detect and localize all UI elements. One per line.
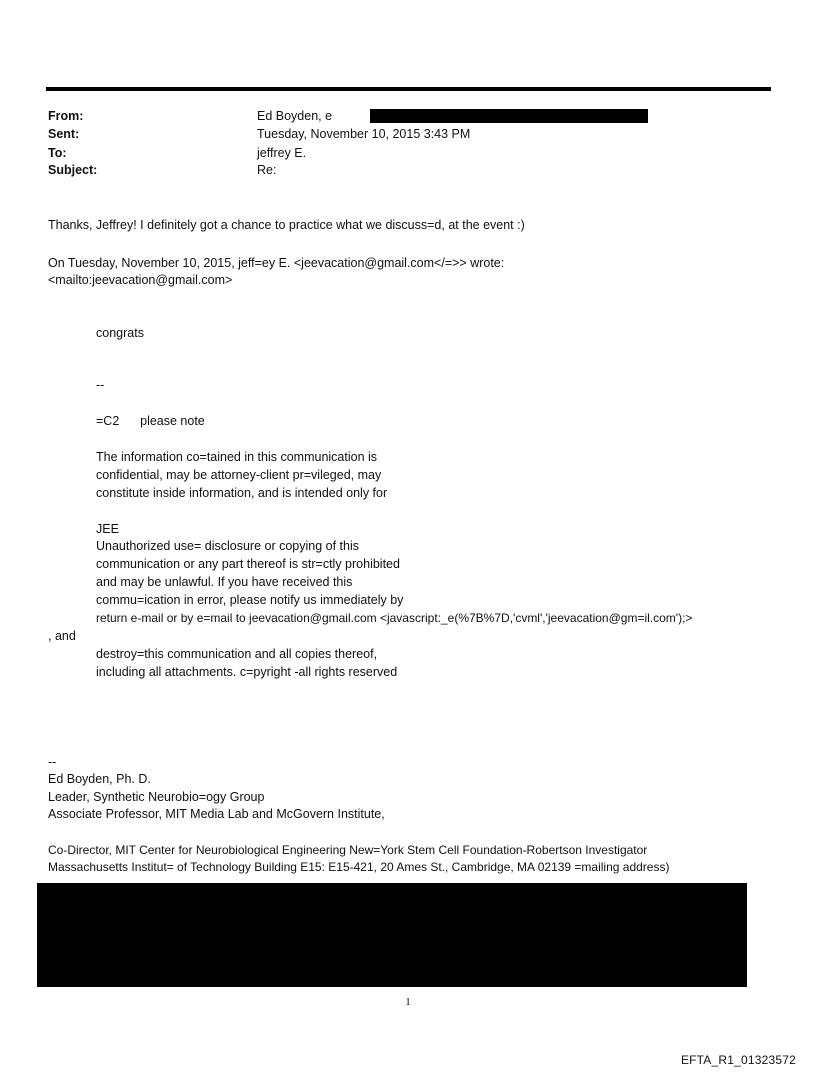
quoted-sig-dash: --	[96, 378, 105, 392]
redaction-block	[37, 883, 747, 987]
signature-title-3: Co-Director, MIT Center for Neurobiological Engineering New=York Stem Cell Foundation-Robertson Investigator	[48, 843, 648, 857]
quoted-unauth-2: communication or any part thereof is str=ctly prohibited	[96, 557, 400, 571]
quoted-congrats: congrats	[96, 326, 144, 340]
subject-label: Subject:	[48, 163, 98, 177]
quoted-unauth-3: and may be unlawful. If you have received this	[96, 575, 353, 589]
page-number: 1	[405, 996, 411, 1008]
quoted-conf-3: constitute inside information, and is intended only for	[96, 486, 388, 500]
quoted-unauth-4: commu=ication in error, please notify us immediately by	[96, 593, 404, 607]
quote-mailto: <mailto:jeevacation@gmail.com>	[48, 273, 233, 287]
signature-name: Ed Boyden, Ph. D.	[48, 772, 151, 786]
signature-dash: --	[48, 755, 57, 769]
subject-value: Re:	[257, 163, 277, 177]
quoted-and: , and	[48, 629, 76, 643]
quoted-jee: JEE	[96, 522, 119, 536]
subject-row	[48, 162, 748, 179]
from-value: Ed Boyden, e	[257, 109, 333, 123]
quoted-conf-1: The information co=tained in this communication is	[96, 450, 378, 464]
signature-address: Massachusetts Institut= of Technology Building E15: E15-421, 20 Ames St., Cambridge, MA 02139 =mailing address)	[48, 860, 670, 874]
quoted-please-note: =C2 please note	[96, 414, 205, 428]
quoted-unauth-1: Unauthorized use= disclosure or copying of this	[96, 539, 359, 553]
header-rule	[46, 87, 771, 91]
signature-title-1: Leader, Synthetic Neurobio=ogy Group	[48, 790, 265, 804]
sent-value: Tuesday, November 10, 2015 3:43 PM	[257, 127, 471, 141]
from-label: From:	[48, 109, 84, 123]
from-row	[48, 108, 748, 125]
quote-intro: On Tuesday, November 10, 2015, jeff=ey E. <jeevacation@gmail.com</=>> wrote:	[48, 256, 505, 270]
to-value: jeffrey E.	[257, 146, 307, 160]
to-label: To:	[48, 146, 67, 160]
sent-label: Sent:	[48, 127, 80, 141]
redaction-email	[370, 109, 648, 123]
quoted-destroy-2: including all attachments. c=pyright -all rights reserved	[96, 665, 398, 679]
sent-row	[48, 126, 748, 143]
quoted-conf-2: confidential, may be attorney-client pr=vileged, may	[96, 468, 382, 482]
quoted-destroy-1: destroy=this communication and all copies thereof,	[96, 647, 378, 661]
reply-text: Thanks, Jeffrey! I definitely got a chance to practice what we discuss=d, at the event :)	[48, 218, 525, 232]
signature-title-2: Associate Professor, MIT Media Lab and McGovern Institute,	[48, 807, 385, 821]
document-id: EFTA_R1_01323572	[680, 1053, 796, 1067]
quoted-unauth-5: return e-mail or by e=mail to jeevacation@gmail.com <javascript:_e(%7B%7D,'cvml','jeevacation@gm=il.com');>	[96, 611, 693, 625]
to-row	[48, 145, 748, 162]
